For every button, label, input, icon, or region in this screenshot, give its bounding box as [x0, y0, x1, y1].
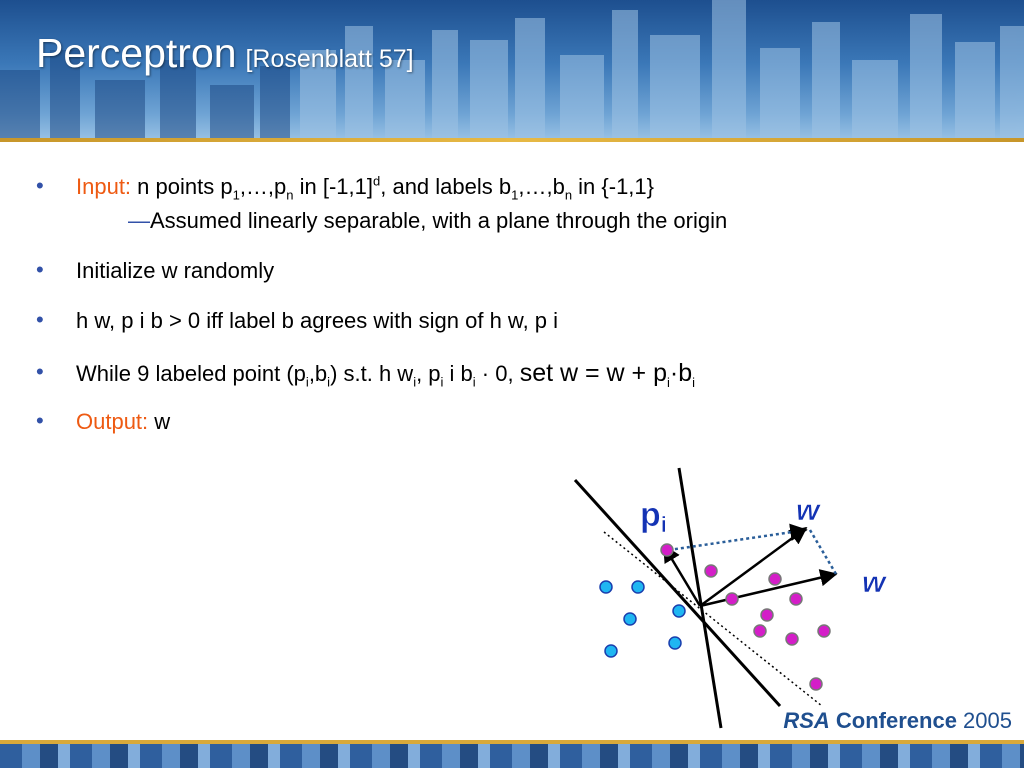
negative-point — [632, 581, 644, 593]
bullet-init — [36, 256, 996, 286]
loop-text: While 9 labeled point $(p_i,b_i)$ s.t. h $w_i$, $p_i$ i $b_i \cdot 0$, set $w = w + p_i\cdot b_i$ — [76, 359, 696, 390]
positive-point — [754, 625, 766, 637]
input-text: n points $p_1,\dots,p_n$ in $[-1,1]^d$, and labels $b_1,\dots,b_n$ in {-1,1} — [137, 173, 654, 203]
negative-point — [673, 605, 685, 617]
inner-product-text: h w, p i b > 0 iff label b agrees with sign of h w, p i — [76, 308, 559, 333]
label-w-new: w — [796, 494, 820, 527]
footer-banner — [0, 740, 1024, 768]
negative-point — [605, 645, 617, 657]
logo-rsa: RSA — [783, 708, 830, 733]
bullet-loop — [36, 358, 996, 389]
positive-point — [661, 544, 673, 556]
negative-point — [624, 613, 636, 625]
input-label: Input: — [76, 174, 132, 199]
header-gold-rule — [0, 138, 1024, 142]
title-citation: [Rosenblatt 57] — [245, 45, 414, 73]
update-rule: set $w = w + p_i\cdot b_i$ — [519, 359, 696, 390]
bullet-list — [36, 172, 996, 437]
bullet-inner-product — [36, 306, 996, 336]
positive-point — [761, 609, 773, 621]
negative-point — [600, 581, 612, 593]
output-value: w — [154, 409, 171, 434]
slide-title — [36, 30, 414, 77]
label-w-old: w — [862, 566, 886, 599]
dotted-parallelogram-edge — [810, 530, 836, 574]
init-text: Initialize w randomly — [76, 258, 275, 283]
bullet-dot-icon: • — [36, 257, 44, 282]
bullet-dot-icon: • — [36, 173, 44, 198]
negative-points — [600, 581, 685, 657]
logo-conference: Conference — [829, 708, 957, 733]
positive-point — [705, 565, 717, 577]
positive-point — [726, 593, 738, 605]
label-p-i: pi — [640, 496, 667, 537]
new-separator-line — [679, 468, 721, 728]
positive-point — [769, 573, 781, 585]
input-subnote — [76, 206, 996, 236]
subnote-text: Assumed linearly separable, with a plane through the origin — [150, 208, 728, 233]
output-label: Output: — [76, 409, 149, 434]
bullet-output — [36, 407, 996, 437]
positive-point — [810, 678, 822, 690]
title-main: Perceptron — [36, 30, 237, 76]
perceptron-diagram — [560, 460, 886, 738]
bullet-dot-icon: • — [36, 359, 44, 384]
negative-point — [669, 637, 681, 649]
bullet-dot-icon: • — [36, 307, 44, 332]
logo-year: 2005 — [956, 708, 1012, 733]
dash-icon: — — [128, 208, 150, 233]
positive-point — [790, 593, 802, 605]
bullet-dot-icon: • — [36, 408, 44, 433]
positive-point — [818, 625, 830, 637]
header-banner — [0, 0, 1024, 142]
rsa-conference-logo — [783, 708, 1012, 734]
bullet-input — [36, 172, 996, 236]
positive-point — [786, 633, 798, 645]
